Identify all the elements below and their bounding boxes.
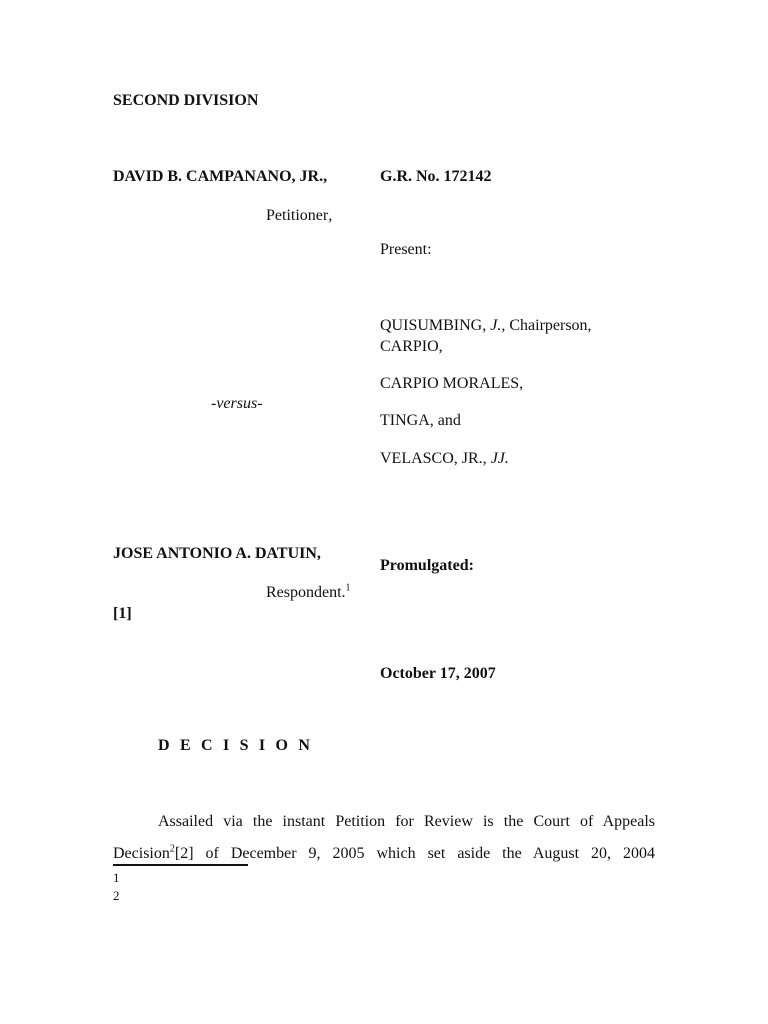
- petitioner-name: DAVID B. CAMPANANO, JR.,: [113, 168, 328, 185]
- justice-quisumbing: QUISUMBING, J., Chairperson,: [380, 317, 592, 334]
- body-paragraph: [113, 806, 655, 870]
- respondent-bracket-ref[interactable]: [1]: [113, 605, 132, 622]
- body-line-2: Decision$^2$[2] of December 9, 2005 which set aside the August 20, 2004: [113, 843, 655, 862]
- respondent-name: JOSE ANTONIO A. DATUIN,: [113, 545, 321, 562]
- decision-title: D E C I S I O N: [158, 737, 314, 754]
- respondent-role: Respondent.$^1$: [266, 582, 351, 601]
- justice-carpio-morales: CARPIO MORALES,: [380, 375, 524, 392]
- division-heading: SECOND DIVISION: [113, 92, 259, 109]
- justice-velasco: VELASCO, JR., JJ.: [380, 450, 509, 467]
- petitioner-role: Petitioner,: [266, 207, 333, 224]
- present-label: Present:: [380, 241, 432, 258]
- case-number: G.R. No. 172142: [380, 168, 492, 185]
- justice-carpio: CARPIO,: [380, 338, 443, 355]
- justice-tinga: TINGA, and: [380, 412, 461, 429]
- footnote-ref-2[interactable]: 2: [169, 843, 175, 855]
- footnote-ref-1[interactable]: 1: [345, 582, 351, 594]
- footnote-1: 1: [113, 870, 120, 885]
- promulgated-date: October 17, 2007: [380, 665, 496, 682]
- footnote-2: 2: [113, 888, 120, 903]
- promulgated-label: Promulgated:: [380, 557, 474, 574]
- body-line-1: Assailed via the instant Petition for Review is the Court of Appeals: [158, 813, 655, 830]
- footnote-divider: [113, 864, 248, 866]
- versus-label: -versus-: [211, 395, 263, 412]
